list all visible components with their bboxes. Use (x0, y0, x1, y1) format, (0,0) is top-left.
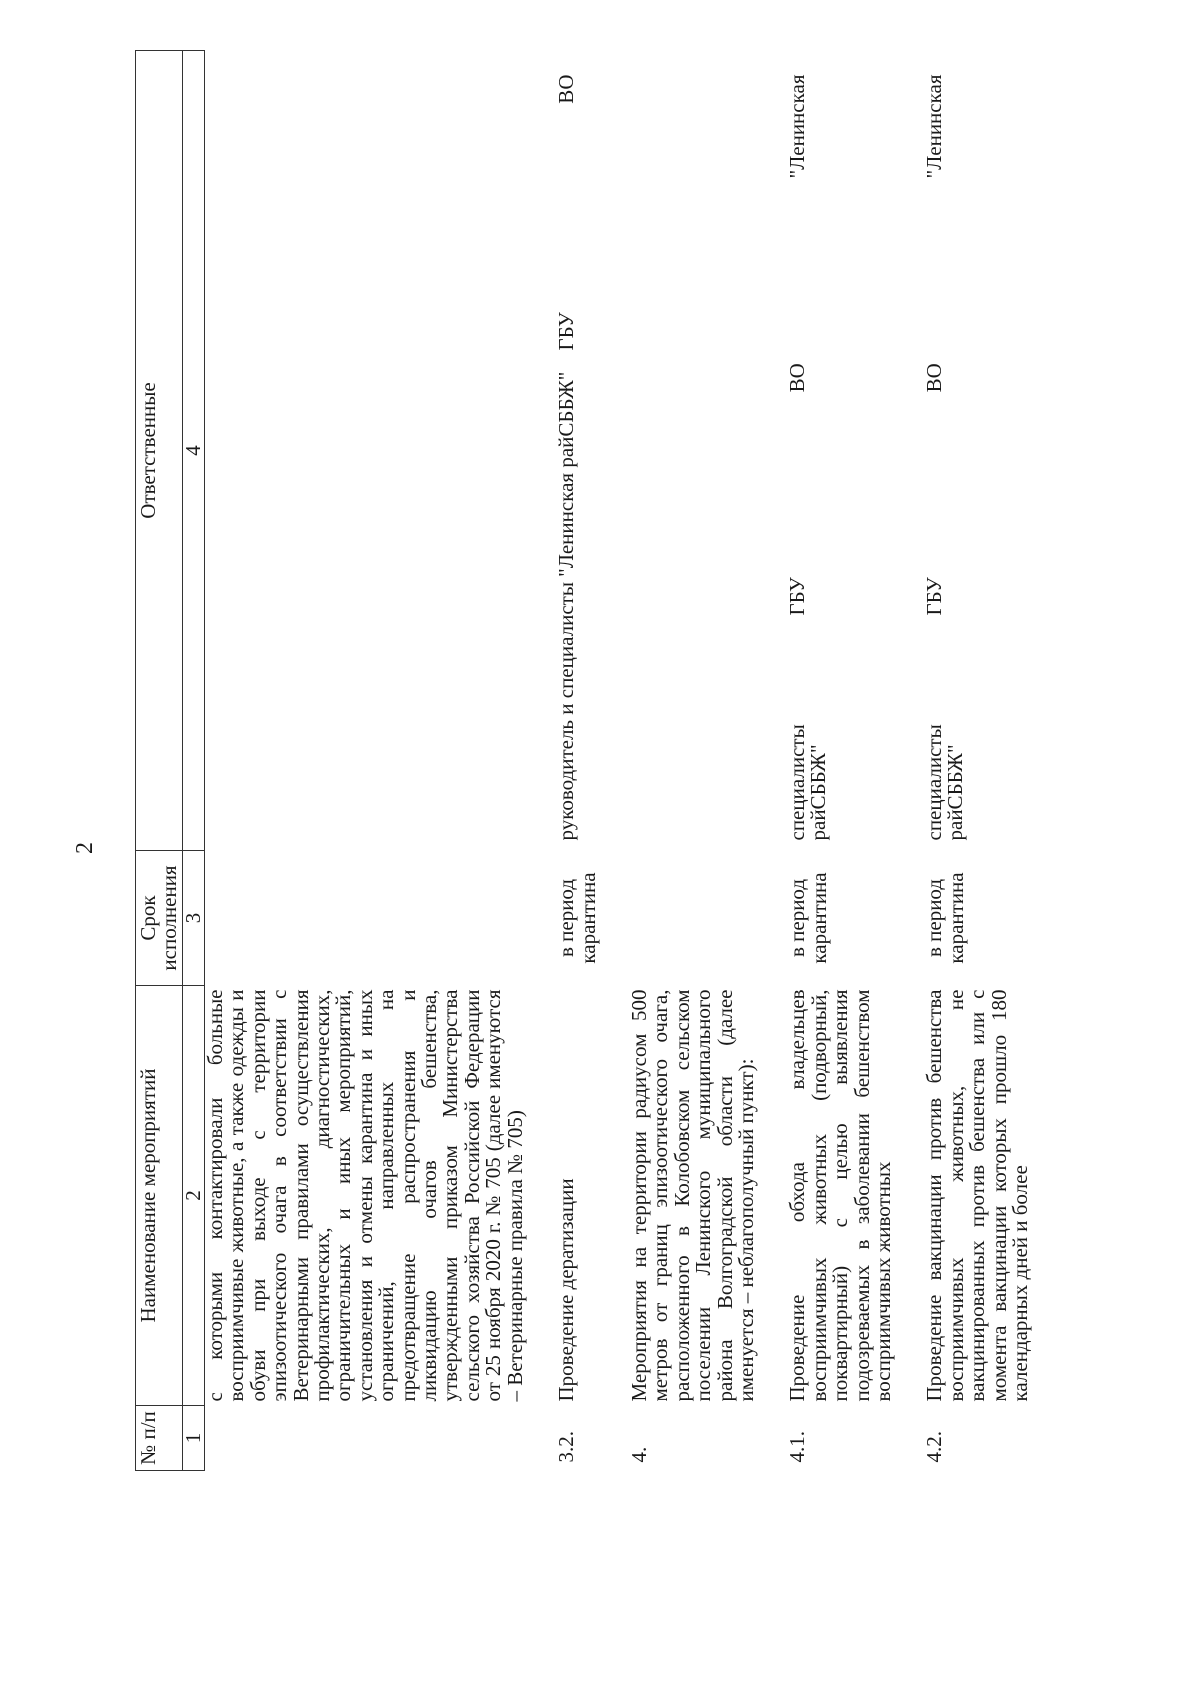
table-row (629, 51, 787, 1471)
responsible-text: руководитель и специалисты "Ленинская райСББЖ" (554, 371, 579, 841)
row-responsible (205, 51, 557, 851)
row-responsible (787, 51, 924, 851)
row-measure: Мероприятия на территории радиусом 500 метров от границ эпизоотического очага, расположенного в Колобовском сельском поселении Ленинского муниципального района Волгоградской области (далее именуется – неблагополучный пункт): (626, 989, 758, 1402)
table-row (787, 51, 924, 1471)
table-row (924, 51, 1061, 1471)
row-term: в период карантина (785, 872, 831, 964)
responsible-org: ГБУ (922, 577, 947, 616)
row-number: 4. (626, 1446, 651, 1463)
row-term (629, 851, 787, 986)
column-number: 1 (183, 1406, 205, 1471)
responsible-region: ВО (785, 363, 810, 393)
row-number: 4.2. (922, 1431, 947, 1463)
header-num: № п/п (136, 1406, 183, 1471)
responsible-region: ВО (554, 74, 579, 104)
table-row (556, 51, 629, 1471)
measures-table (135, 50, 1061, 1471)
page-number: 2 (72, 842, 98, 854)
row-term: в период карантина (922, 872, 968, 964)
column-number: 4 (183, 51, 205, 851)
header-name: Наименование мероприятий (136, 986, 183, 1406)
responsible-text: специалисты райСББЖ" (785, 724, 831, 841)
table-header-row (136, 51, 183, 1471)
responsible-district: "Ленинская (922, 74, 947, 179)
header-term: Срок исполнения (136, 851, 183, 986)
row-number: 3.2. (554, 1431, 579, 1463)
column-number: 2 (183, 986, 205, 1406)
responsible-region: ВО (922, 363, 947, 393)
row-measure: с которыми контактировали больные восприимчивые животные, а также одежды и обуви при выходе с территории эпизоотического очага в соответствии с Ветеринарными правилами осуществления профилактических, диагностических, ограничительных и иных мероприятий, установления и отмены карантина и иных ограничений, направленных на предотвращение распространения и ликвидацию очагов бешенства, утвержденными приказом Министерства сельского хозяйства Российской Федерации от 25 ноября 2020 г. № 705 (далее именуются – Ветеринарные правила № 705) (203, 989, 527, 1402)
responsible-text: специалисты райСББЖ" (922, 724, 968, 841)
responsible-district: "Ленинская (785, 74, 810, 179)
responsible-org: ГБУ (554, 312, 579, 351)
row-number (205, 1406, 557, 1471)
row-term: в период карантина (554, 872, 600, 964)
row-term (205, 851, 557, 986)
row-responsible (629, 51, 787, 851)
header-resp: Ответственные (136, 51, 183, 851)
row-responsible (924, 51, 1061, 851)
row-responsible (556, 51, 629, 851)
column-number-row (183, 51, 205, 1471)
responsible-org: ГБУ (785, 577, 810, 616)
row-measure: Проведение вакцинации против бешенства восприимчивых животных, не вакцинированных против бешенства или с момента вакцинации которых прошло 180 календарных дней и более (922, 989, 1032, 1402)
row-measure: Проведение обхода владельцев восприимчивых животных (подворный, поквартирный) с целью выявления подозреваемых в заболевании бешенством восприимчивых животных (785, 989, 895, 1402)
table-row (205, 51, 557, 1471)
row-number: 4.1. (785, 1431, 810, 1463)
column-number: 3 (183, 851, 205, 986)
row-measure: Проведение дератизации (554, 1178, 579, 1402)
